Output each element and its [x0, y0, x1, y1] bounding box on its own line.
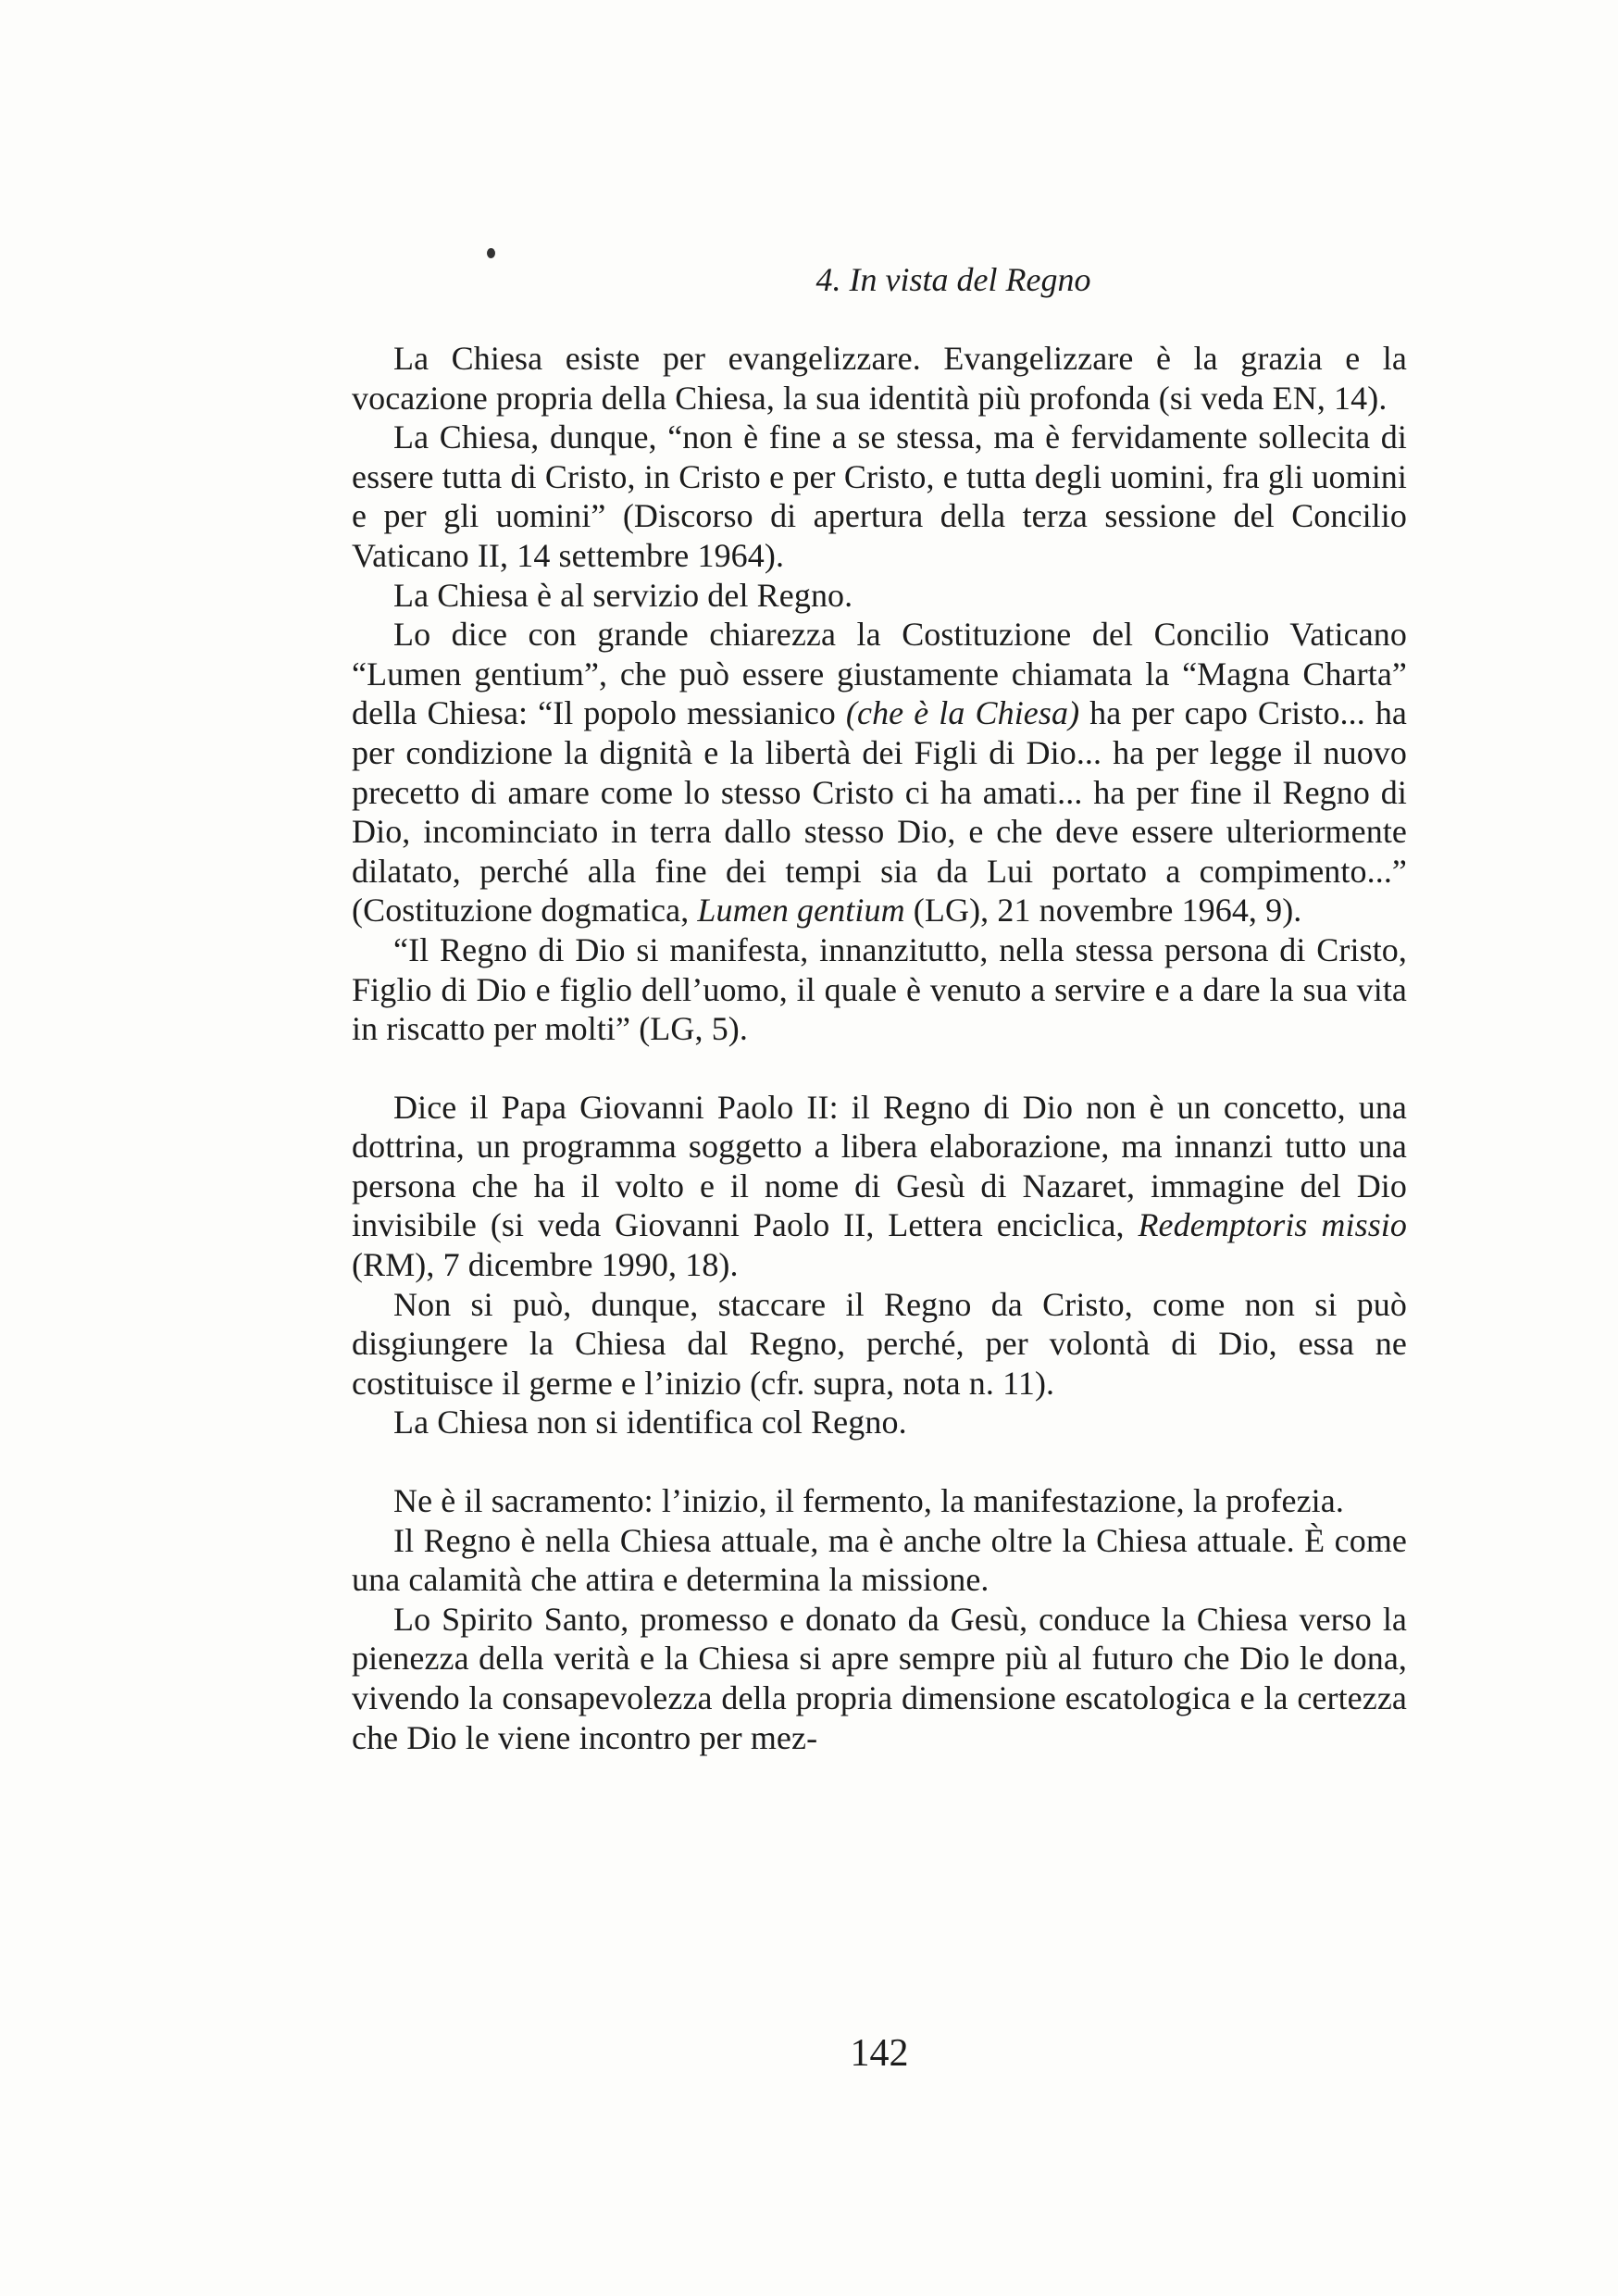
- paragraph-text: Dice il Papa Giovanni Paolo II: il Regno di Dio non è un concetto, una dottrina, un programma soggetto a libera elaborazione, ma innanzi tutto una persona che ha il volto e il nome di Gesù di Nazaret, immagine del Dio invisibile (si veda Giovanni Paolo II, Lettera enciclica,: [352, 1088, 1407, 1244]
- paragraph: Il Regno è nella Chiesa attuale, ma è anche oltre la Chiesa attuale. È come una calamità che attira e determina la missione.: [352, 1521, 1407, 1599]
- italic-title: Redemptoris missio: [1138, 1206, 1408, 1244]
- body-text: [352, 339, 1407, 1757]
- paragraph: Lo Spirito Santo, promesso e donato da Gesù, conduce la Chiesa verso la pienezza della verità e la Chiesa si apre sempre più al futuro che Dio le dona, vivendo la consapevolezza della propria dimensione escatologica e la certezza che Dio le viene incontro per mez-: [352, 1600, 1407, 1756]
- paragraph: Ne è il sacramento: l’inizio, il fermento, la manifestazione, la profezia.: [393, 1482, 1344, 1520]
- paragraph-text: (LG), 21 novembre 1964, 9).: [904, 892, 1302, 930]
- section-heading: 4. In vista del Regno: [815, 261, 1091, 298]
- paragraph: La Chiesa non si identifica col Regno.: [393, 1404, 907, 1441]
- paragraph: [352, 1088, 1407, 1285]
- paragraph-text: (RM), 7 dicembre 1990, 18).: [352, 1246, 739, 1284]
- paragraph: La Chiesa è al servizio del Regno.: [393, 576, 853, 614]
- italic-text: (che è la Chiesa): [845, 694, 1080, 732]
- paragraph: [352, 615, 1407, 930]
- paragraph-text: ha per capo Cristo... ha per condizione la dignità e la libertà dei Figli di Dio... ha per legge il nuovo precetto di amare come lo stesso Cristo ci ha amati... ha per fine il Regno di Dio, incominciato in terra dallo stesso Dio, e che deve essere ulteriormente dilatato, perché alla fine dei tempi sia da Lui portato a compimento...” (Costituzione dogmatica,: [352, 694, 1407, 930]
- paragraph: La Chiesa, dunque, “non è fine a se stessa, ma è fervidamente sollecita di essere tutta di Cristo, in Cristo e per Cristo, e tutta degli uomini, fra gli uomini e per gli uomini” (Discorso di apertura della terza sessione del Concilio Vaticano II, 14 settembre 1964).: [352, 418, 1407, 574]
- page-number: 142: [850, 2032, 909, 2075]
- italic-title: Lumen gentium: [697, 892, 905, 930]
- paragraph: “Il Regno di Dio si manifesta, innanzitutto, nella stessa persona di Cristo, Figlio di Dio e figlio dell’uomo, il quale è venuto a servire e a dare la sua vita in riscatto per molti” (LG, 5).: [352, 930, 1407, 1048]
- paragraph: Non si può, dunque, staccare il Regno da Cristo, come non si può disgiungere la Chiesa dal Regno, perché, per volontà di Dio, essa ne costituisce il germe e l’inizio (cfr. supra, nota n. 11).: [352, 1285, 1407, 1402]
- paragraph: La Chiesa esiste per evangelizzare. Evangelizzare è la grazia e la vocazione propria della Chiesa, la sua identità più profonda (si veda EN, 14).: [352, 340, 1407, 417]
- paragraph-text: Lo dice con grande chiarezza la Costituzione del Concilio Vaticano “Lumen gentium”, che può essere giustamente chiamata la “Magna Charta” della Chiesa: “Il popolo messianico: [352, 616, 1407, 732]
